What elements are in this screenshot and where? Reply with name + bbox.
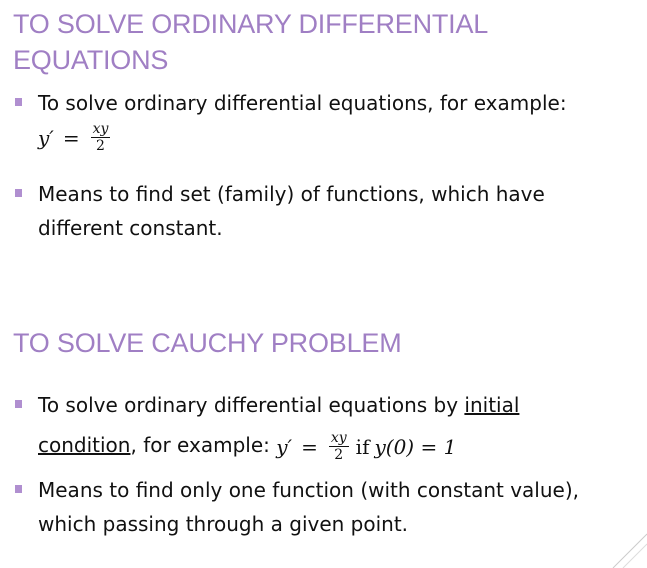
cauchy-formula <box>276 427 456 467</box>
underlined-term: initial condition <box>38 393 520 457</box>
bullet-text-rest: , for example: <box>130 433 270 457</box>
slide-corner-decoration <box>607 528 647 568</box>
fraction-denominator: 2 <box>334 447 344 463</box>
bullet-marker <box>15 485 22 493</box>
formula-lhs: y′ <box>276 434 293 459</box>
section-heading-cauchy: TO SOLVE CAUCHY PROBLEM <box>13 328 402 358</box>
bullet-text: To solve ordinary differential equations by <box>38 393 465 417</box>
bullet-text: To solve ordinary differential equations, for example: <box>38 91 567 115</box>
fraction-numerator: xy <box>330 430 347 446</box>
formula-fraction <box>329 430 349 463</box>
formula-initial-condition: y(0) = 1 <box>374 434 457 459</box>
bullet-list-cauchy <box>0 385 640 541</box>
section-heading-ode: TO SOLVE ORDINARY DIFFERENTIAL EQUATIONS <box>13 9 488 75</box>
ode-formula <box>38 121 112 154</box>
formula-lhs: y′ <box>38 125 54 150</box>
formula-if: if <box>355 434 370 459</box>
formula-equals: = <box>301 434 318 459</box>
formula-equals: = <box>62 125 80 150</box>
bullet-text: Means to find set (family) of functions, which have different constant. <box>38 182 545 240</box>
bullet-list-ode-2 <box>0 177 640 245</box>
bullet-item <box>0 385 598 467</box>
formula-fraction <box>91 121 111 154</box>
bullet-item <box>0 177 598 245</box>
bullet-list-ode <box>0 86 640 120</box>
bullet-marker <box>15 189 22 197</box>
bullet-marker <box>15 400 22 408</box>
fraction-denominator: 2 <box>96 138 105 154</box>
bullet-text: Means to find only one function (with constant value), which passing through a given point. <box>38 477 580 536</box>
bullet-item <box>0 86 640 120</box>
bullet-item <box>0 473 638 541</box>
bullet-marker <box>15 98 22 106</box>
fraction-numerator: xy <box>92 121 109 137</box>
